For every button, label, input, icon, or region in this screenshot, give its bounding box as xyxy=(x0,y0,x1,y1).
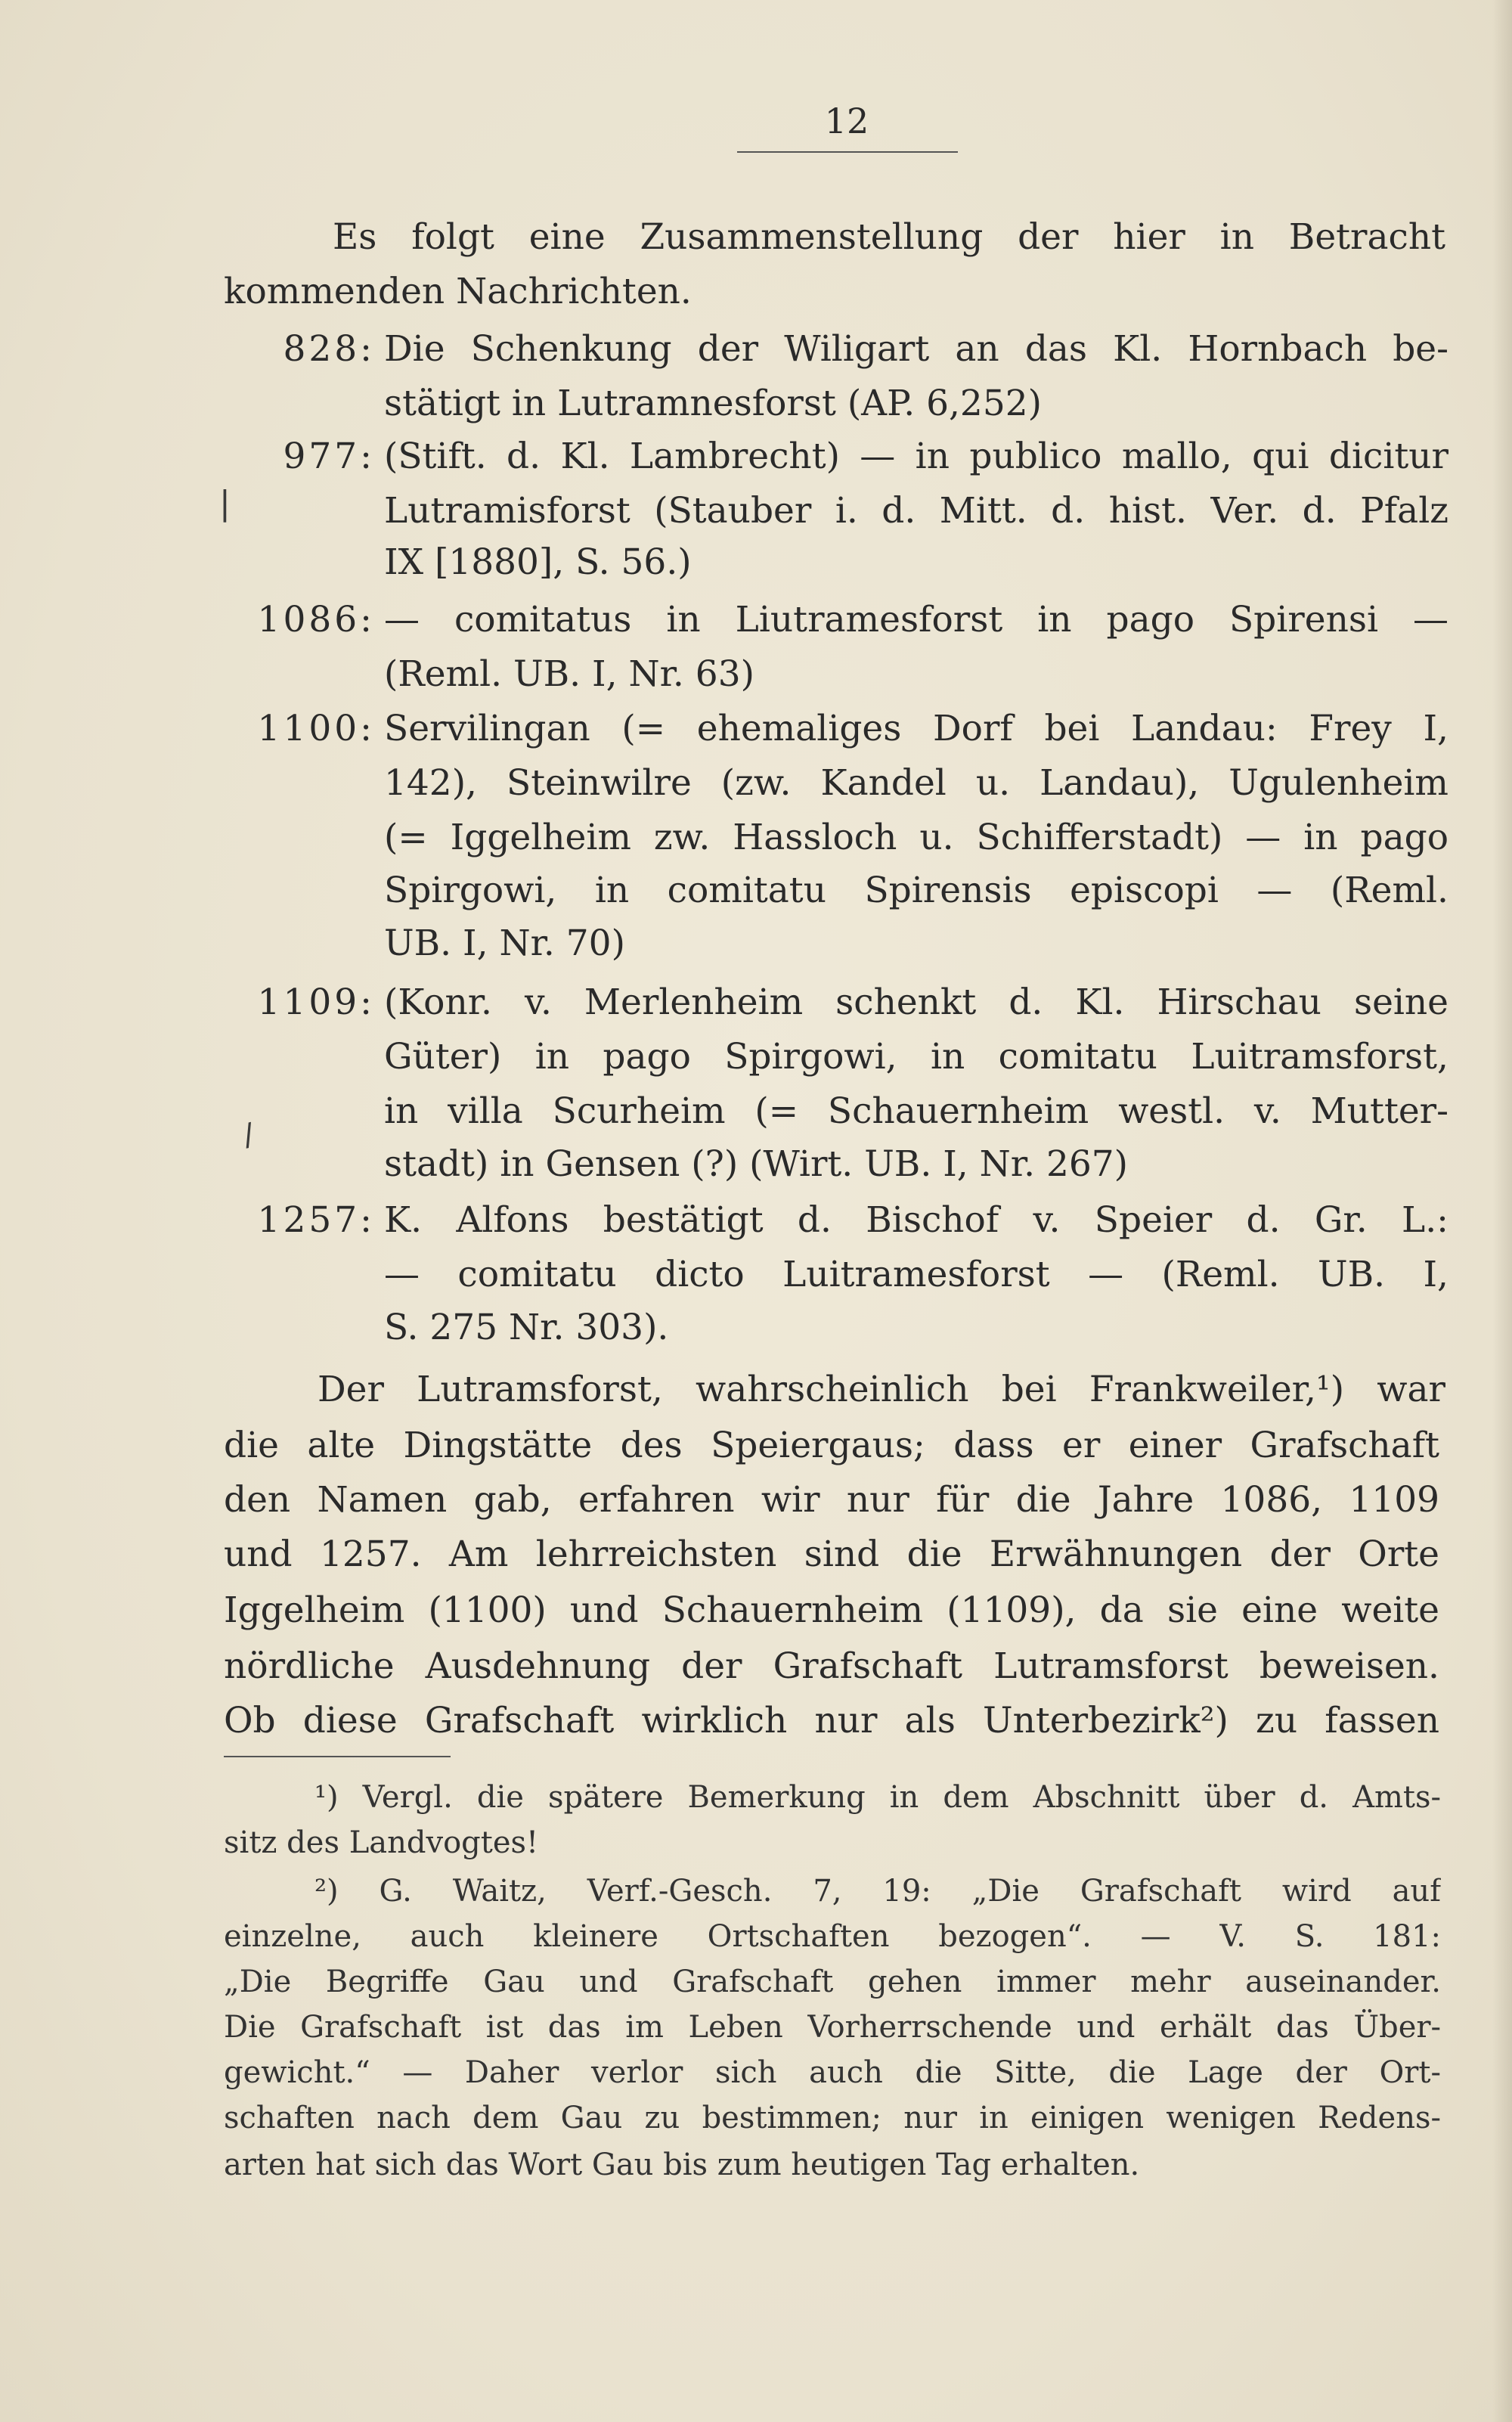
entry-text-line: (Stift. d. Kl. Lambrecht) — in publico mallo, qui dicitur xyxy=(384,436,1448,477)
entry-text-line: in villa Scurheim (= Schauernheim westl. v. Mutter- xyxy=(384,1090,1448,1132)
paragraph-line: nördliche Ausdehnung der Grafschaft Lutramsforst beweisen. xyxy=(224,1645,1439,1687)
entry-year: 828: xyxy=(283,328,375,370)
entry-text-line: stadt) in Gensen (?) (Wirt. UB. I, Nr. 267) xyxy=(384,1143,1129,1185)
entry-text-line: Güter) in pago Spirgowi, in comitatu Luitramsforst, xyxy=(384,1036,1448,1078)
footnote-line: gewicht.“ — Daher verlor sich auch die Sitte, die Lage der Ort- xyxy=(224,2055,1441,2090)
footnote-line: Die Grafschaft ist das im Leben Vorherrschende und erhält das Über- xyxy=(224,2010,1441,2045)
entry-text-line: (Reml. UB. I, Nr. 63) xyxy=(384,653,754,695)
paragraph-line: Ob diese Grafschaft wirklich nur als Unterbezirk²) zu fassen xyxy=(224,1700,1439,1741)
footnote-line: ¹) Vergl. die spätere Bemerkung in dem Abschnitt über d. Amts- xyxy=(314,1780,1441,1815)
entry-text-line: IX [1880], S. 56.) xyxy=(384,541,692,583)
entry-year: 1109: xyxy=(257,982,375,1023)
paragraph-line: Der Lutramsforst, wahrscheinlich bei Frankweiler,¹) war xyxy=(318,1369,1445,1410)
entry-year: 977: xyxy=(283,436,375,477)
header-rule xyxy=(737,151,958,153)
entry-text-line: Die Schenkung der Wiligart an das Kl. Hornbach be- xyxy=(384,328,1448,370)
footnote-line: einzelne, auch kleinere Ortschaften bezogen“. — V. S. 181: xyxy=(224,1919,1441,1954)
intro-line: Es folgt eine Zusammenstellung der hier in Betracht xyxy=(333,216,1445,258)
entry-text-line: 142), Steinwilre (zw. Kandel u. Landau), Ugulenheim xyxy=(384,762,1448,804)
entry-text-line: stätigt in Lutramnesforst (AP. 6,252) xyxy=(384,383,1042,424)
entry-year: 1086: xyxy=(257,599,375,640)
entry-text-line: (= Iggelheim zw. Hassloch u. Schifferstadt) — in pago xyxy=(384,817,1448,858)
footnote-line: arten hat sich das Wort Gau bis zum heutigen Tag erhalten. xyxy=(224,2148,1140,2182)
footnote-line: „Die Begriffe Gau und Grafschaft gehen immer mehr auseinander. xyxy=(224,1965,1441,1999)
entry-text-line: — comitatus in Liutramesforst in pago Spirensi — xyxy=(384,599,1448,640)
footnote-line: ²) G. Waitz, Verf.-Gesch. 7, 19: „Die Grafschaft wird auf xyxy=(314,1874,1441,1909)
entry-text-line: Servilingan (= ehemaliges Dorf bei Landau: Frey I, xyxy=(384,708,1448,749)
paragraph-line: den Namen gab, erfahren wir nur für die Jahre 1086, 1109 xyxy=(224,1479,1439,1521)
pencil-margin-mark: / xyxy=(240,1117,258,1153)
paragraph-line: die alte Dingstätte des Speiergaus; dass er einer Grafschaft xyxy=(224,1425,1439,1466)
entry-year: 1257: xyxy=(257,1199,375,1241)
entry-text-line: K. Alfons bestätigt d. Bischof v. Speier d. Gr. L.: xyxy=(384,1199,1448,1241)
paragraph-line: und 1257. Am lehrreichsten sind die Erwähnungen der Orte xyxy=(224,1534,1439,1575)
entry-text-line: — comitatu dicto Luitramesforst — (Reml. UB. I, xyxy=(384,1254,1448,1295)
page-edge-shadow xyxy=(1492,0,1512,2422)
entry-year: 1100: xyxy=(257,708,375,749)
footnote-line: schaften nach dem Gau zu bestimmen; nur in einigen wenigen Redens- xyxy=(224,2101,1441,2135)
footnote-line: sitz des Landvogtes! xyxy=(224,1825,539,1860)
entry-text-line: Lutramisforst (Stauber i. d. Mitt. d. hist. Ver. d. Pfalz xyxy=(384,490,1448,532)
entry-text-line: (Konr. v. Merlenheim schenkt d. Kl. Hirschau seine xyxy=(384,982,1448,1023)
paragraph-line: Iggelheim (1100) und Schauernheim (1109), da sie eine weite xyxy=(224,1589,1439,1631)
entry-text-line: UB. I, Nr. 70) xyxy=(384,923,625,964)
page-number: 12 xyxy=(824,101,869,141)
footnote-rule xyxy=(224,1756,451,1757)
intro-line: kommenden Nachrichten. xyxy=(224,271,692,312)
pencil-margin-mark: | xyxy=(219,484,231,523)
entry-text-line: Spirgowi, in comitatu Spirensis episcopi — (Reml. xyxy=(384,870,1448,911)
entry-text-line: S. 275 Nr. 303). xyxy=(384,1307,669,1348)
